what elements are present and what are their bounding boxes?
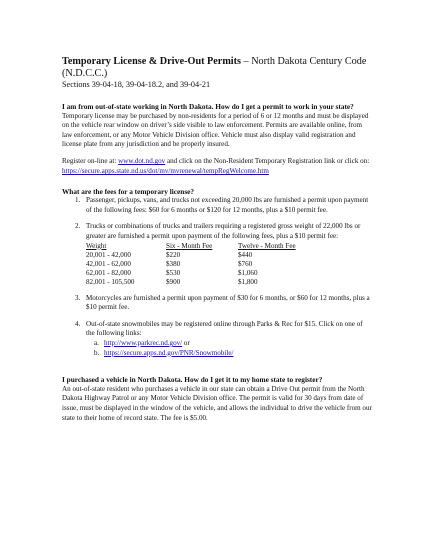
table-row xyxy=(86,260,318,269)
col-six-month: Six - Month Fee xyxy=(166,241,213,250)
table-cell: 82,001 - 105,500 xyxy=(86,277,135,286)
sub-item-label: b. xyxy=(94,348,100,357)
table-cell: $380 xyxy=(166,259,181,268)
register-paragraph xyxy=(62,157,372,176)
table-cell: 62,001 - 82,000 xyxy=(86,268,131,277)
fee-item-text: Trucks or combinations of trucks and trailers requiring a registered gross weight of 22,000 lbs or greater are furnished a permit upon payment of the following fees, plus a $10 permit fee: xyxy=(86,222,361,241)
table-cell: $1,800 xyxy=(238,277,258,286)
page-title xyxy=(62,56,372,80)
table-cell: 20,001 - 42,000 xyxy=(86,250,131,259)
table-cell: $900 xyxy=(166,277,181,286)
register-mid: and click on the Non-Resident Temporary Registration link or click on: xyxy=(165,157,370,166)
sub-item-label: a. xyxy=(94,339,99,347)
snowmobile-links-list xyxy=(86,339,372,358)
fee-item-text: Motorcycles are furnished a permit upon payment of $30 for 6 months, or $60 for 12 months, plus a $10 permit fee. xyxy=(86,293,370,312)
weight-fee-table xyxy=(86,242,318,287)
table-cell: $530 xyxy=(166,268,181,277)
fee-item-trucks xyxy=(75,222,372,286)
temp-registration-link[interactable]: https://secure.apps.state.nd.us/dot/mv/mvrenewal/tempRegWelcome.htm xyxy=(62,167,269,176)
title-bold: Temporary License & Drive-Out Permits xyxy=(62,56,241,67)
parkrec-link[interactable]: http://www.parkrec.nd.gov/ xyxy=(104,339,183,347)
list-spacer xyxy=(86,287,372,294)
working-question: I am from out-of-state working in North Dakota. How do I get a permit to work in your state? xyxy=(62,102,354,111)
table-cell: $760 xyxy=(238,259,253,268)
table-row xyxy=(86,251,318,260)
table-row xyxy=(86,278,318,287)
fee-item-number: 2. xyxy=(75,222,81,231)
fee-item-number: 4. xyxy=(75,319,81,328)
fee-item-number: 1. xyxy=(75,196,81,205)
table-header-row xyxy=(86,242,318,251)
snowmobile-registration-link[interactable]: https://secure.apps.nd.gov/PNR/Snowmobile/ xyxy=(104,348,234,357)
list-spacer xyxy=(86,313,372,320)
list-item xyxy=(94,339,372,349)
fees-question: What are the fees for a temporary license? xyxy=(62,186,195,196)
working-answer: Temporary license may be purchased by non-residents for a period of 6 or 12 months and must be displayed on the vehicle rear window on driver’s side visible to law enforcement. Permits are available online, from law enforcement, or any Motor Vehicle Division office. Vehicle must also display valid registration and license plate from any jurisdiction and be properly insured. xyxy=(62,111,369,149)
fee-item-snowmobiles xyxy=(75,319,372,358)
table-cell: $440 xyxy=(238,250,253,259)
dot-website-link[interactable]: www.dot.nd.gov xyxy=(118,157,166,166)
col-weight: Weight xyxy=(86,241,107,250)
title-statute: – North Dakota Century Code (N.D.C.C.) xyxy=(62,56,367,79)
list-item xyxy=(94,348,372,359)
statute-sections: Sections 39-04-18, 39-04-18.2, and 39-04-21 xyxy=(62,80,211,89)
list-spacer xyxy=(86,215,372,222)
fee-item-motorcycles xyxy=(75,293,372,313)
table-cell: 42,001 - 62,000 xyxy=(86,259,131,268)
fee-item-passenger xyxy=(75,196,372,215)
fee-item-number: 3. xyxy=(75,293,81,302)
fees-list xyxy=(62,196,372,358)
purchased-answer: An out-of-state resident who purchases a vehicle in our state can obtain a Drive Out permit from the North Dakota Highway Patrol or any Motor Vehicle Division office. The permit is valid for 30 days from date of issue, must be displayed in the window of the vehicle, and allows the individual to drive the vehicle from our state to their home of record state. The fee is $5.00. xyxy=(62,384,372,422)
sub-item-suffix: or xyxy=(182,339,190,347)
table-row xyxy=(86,269,318,278)
fee-item-text: Out-of-state snowmobiles may be registered online through Parks & Rec for $15. Click on one of the following links: xyxy=(86,319,363,338)
fee-item-text: Passenger, pickups, vans, and trucks not exceeding 20,000 lbs are furnished a permit upon payment of the following fees: $60 for 6 months or $120 for 12 months, plus a $10 permit fee. xyxy=(86,196,369,214)
purchased-question: I purchased a vehicle in North Dakota. How do I get it to my home state to register? xyxy=(62,375,323,385)
table-cell: $1,060 xyxy=(238,268,258,277)
register-pre: Register on-line at: xyxy=(62,157,119,166)
col-twelve-month: Twelve - Month Fee xyxy=(238,241,296,250)
table-cell: $220 xyxy=(166,250,181,259)
